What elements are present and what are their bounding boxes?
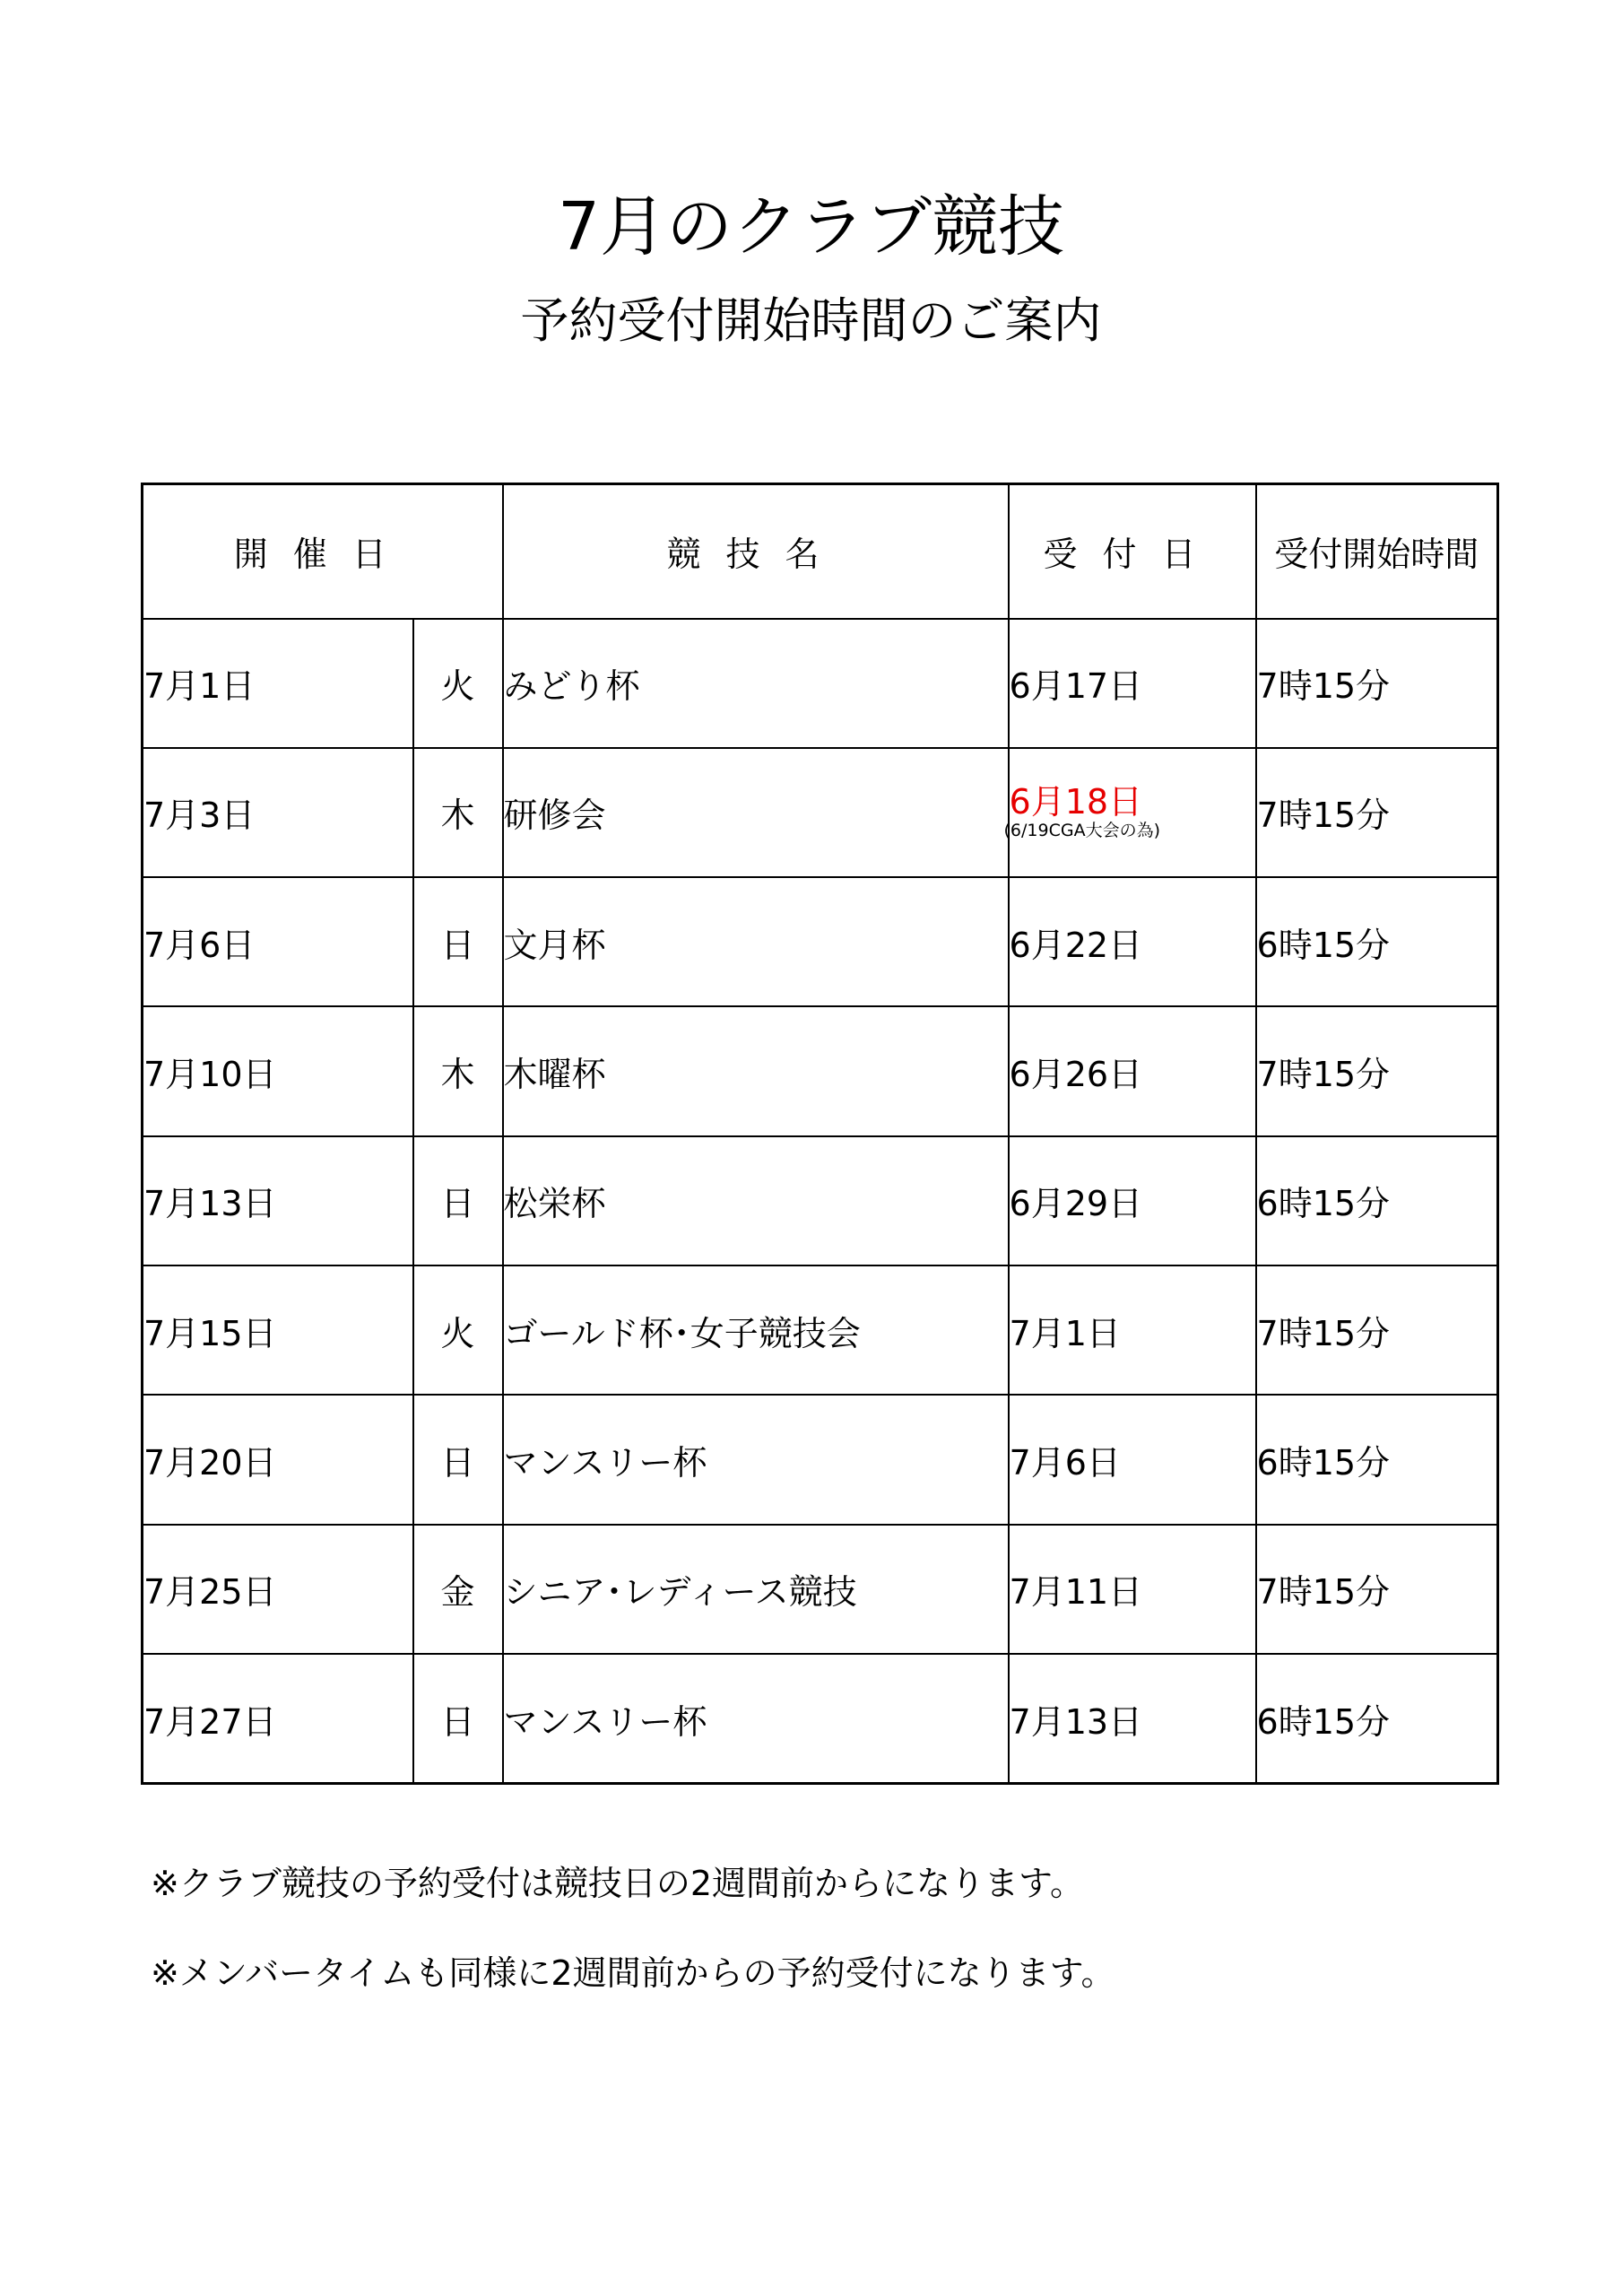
event-weekday: 日	[413, 1136, 503, 1265]
event-date: 7月3日	[143, 748, 413, 877]
reception-date-highlighted: 6月18日	[1009, 781, 1143, 822]
event-weekday: 木	[413, 748, 503, 877]
page-subtitle: 予約受付開始時間のご案内	[520, 292, 1102, 349]
reception-start-time: 6時15分	[1256, 1654, 1498, 1783]
reception-date: 7月6日	[1009, 1395, 1256, 1524]
reception-date: 7月1日	[1009, 1265, 1256, 1395]
event-name: マンスリー杯	[503, 1395, 1009, 1524]
event-weekday: 日	[413, 1395, 503, 1524]
event-date: 7月27日	[143, 1654, 413, 1783]
notes-section	[151, 1857, 1496, 2036]
event-weekday: 木	[413, 1006, 503, 1135]
reception-start-time: 7時15分	[1256, 1006, 1498, 1135]
note-reservation-period: ※クラブ競技の予約受付は競技日の2週間前からになります。	[151, 1864, 1084, 1903]
event-name: シニア･レディース競技	[503, 1525, 1009, 1654]
reception-date: 6月29日	[1009, 1136, 1256, 1265]
reception-start-time: 6時15分	[1256, 1136, 1498, 1265]
event-name: 文月杯	[503, 877, 1009, 1006]
event-date: 7月6日	[143, 877, 413, 1006]
event-name: 松栄杯	[503, 1136, 1009, 1265]
reception-start-time: 6時15分	[1256, 1395, 1498, 1524]
header-kaisai: 開催日	[143, 484, 503, 619]
event-date: 7月13日	[143, 1136, 413, 1265]
event-date: 7月1日	[143, 619, 413, 748]
table-row	[143, 619, 1498, 748]
reception-start-time: 7時15分	[1256, 619, 1498, 748]
page-title: 7月のクラブ競技	[557, 188, 1065, 265]
event-weekday: 火	[413, 619, 503, 748]
reception-start-time: 6時15分	[1256, 877, 1498, 1006]
table-row	[143, 1654, 1498, 1783]
table-row	[143, 748, 1498, 877]
reception-date: 6月22日	[1009, 877, 1256, 1006]
reception-date: 6月26日	[1009, 1006, 1256, 1135]
event-weekday: 金	[413, 1525, 503, 1654]
event-name: みどり杯	[503, 619, 1009, 748]
reception-date-cell	[1003, 748, 1256, 877]
table-row	[143, 1136, 1498, 1265]
event-date: 7月20日	[143, 1395, 413, 1524]
schedule-table	[141, 483, 1499, 1785]
table-row	[143, 1265, 1498, 1395]
event-name: 研修会	[503, 748, 1009, 877]
header-start-time: 受付開始時間	[1256, 484, 1498, 619]
table-row	[143, 1395, 1498, 1524]
note-member-time: ※メンバータイムも同様に2週間前からの予約受付になります。	[151, 1953, 1115, 1993]
event-weekday: 日	[413, 1654, 503, 1783]
reception-date: 6月17日	[1009, 619, 1256, 748]
event-name: 木曜杯	[503, 1006, 1009, 1135]
reception-date-note: (6/19CGA大会の為)	[1003, 820, 1160, 840]
table-row	[143, 877, 1498, 1006]
reception-start-time: 7時15分	[1256, 1265, 1498, 1395]
event-weekday: 火	[413, 1265, 503, 1395]
header-uketsuke: 受付日	[1009, 484, 1256, 619]
reception-start-time: 7時15分	[1256, 1525, 1498, 1654]
reception-date: 7月13日	[1009, 1654, 1256, 1783]
table-header-row	[143, 484, 1498, 619]
header-kyogi: 競技名	[503, 484, 1009, 619]
table-row	[143, 1525, 1498, 1654]
event-date: 7月15日	[143, 1265, 413, 1395]
event-weekday: 日	[413, 877, 503, 1006]
event-name: ゴールド杯･女子競技会	[503, 1265, 1009, 1395]
event-date: 7月25日	[143, 1525, 413, 1654]
event-date: 7月10日	[143, 1006, 413, 1135]
event-name: マンスリー杯	[503, 1654, 1009, 1783]
reception-date: 7月11日	[1009, 1525, 1256, 1654]
table-row	[143, 1006, 1498, 1135]
reception-start-time: 7時15分	[1256, 748, 1498, 877]
